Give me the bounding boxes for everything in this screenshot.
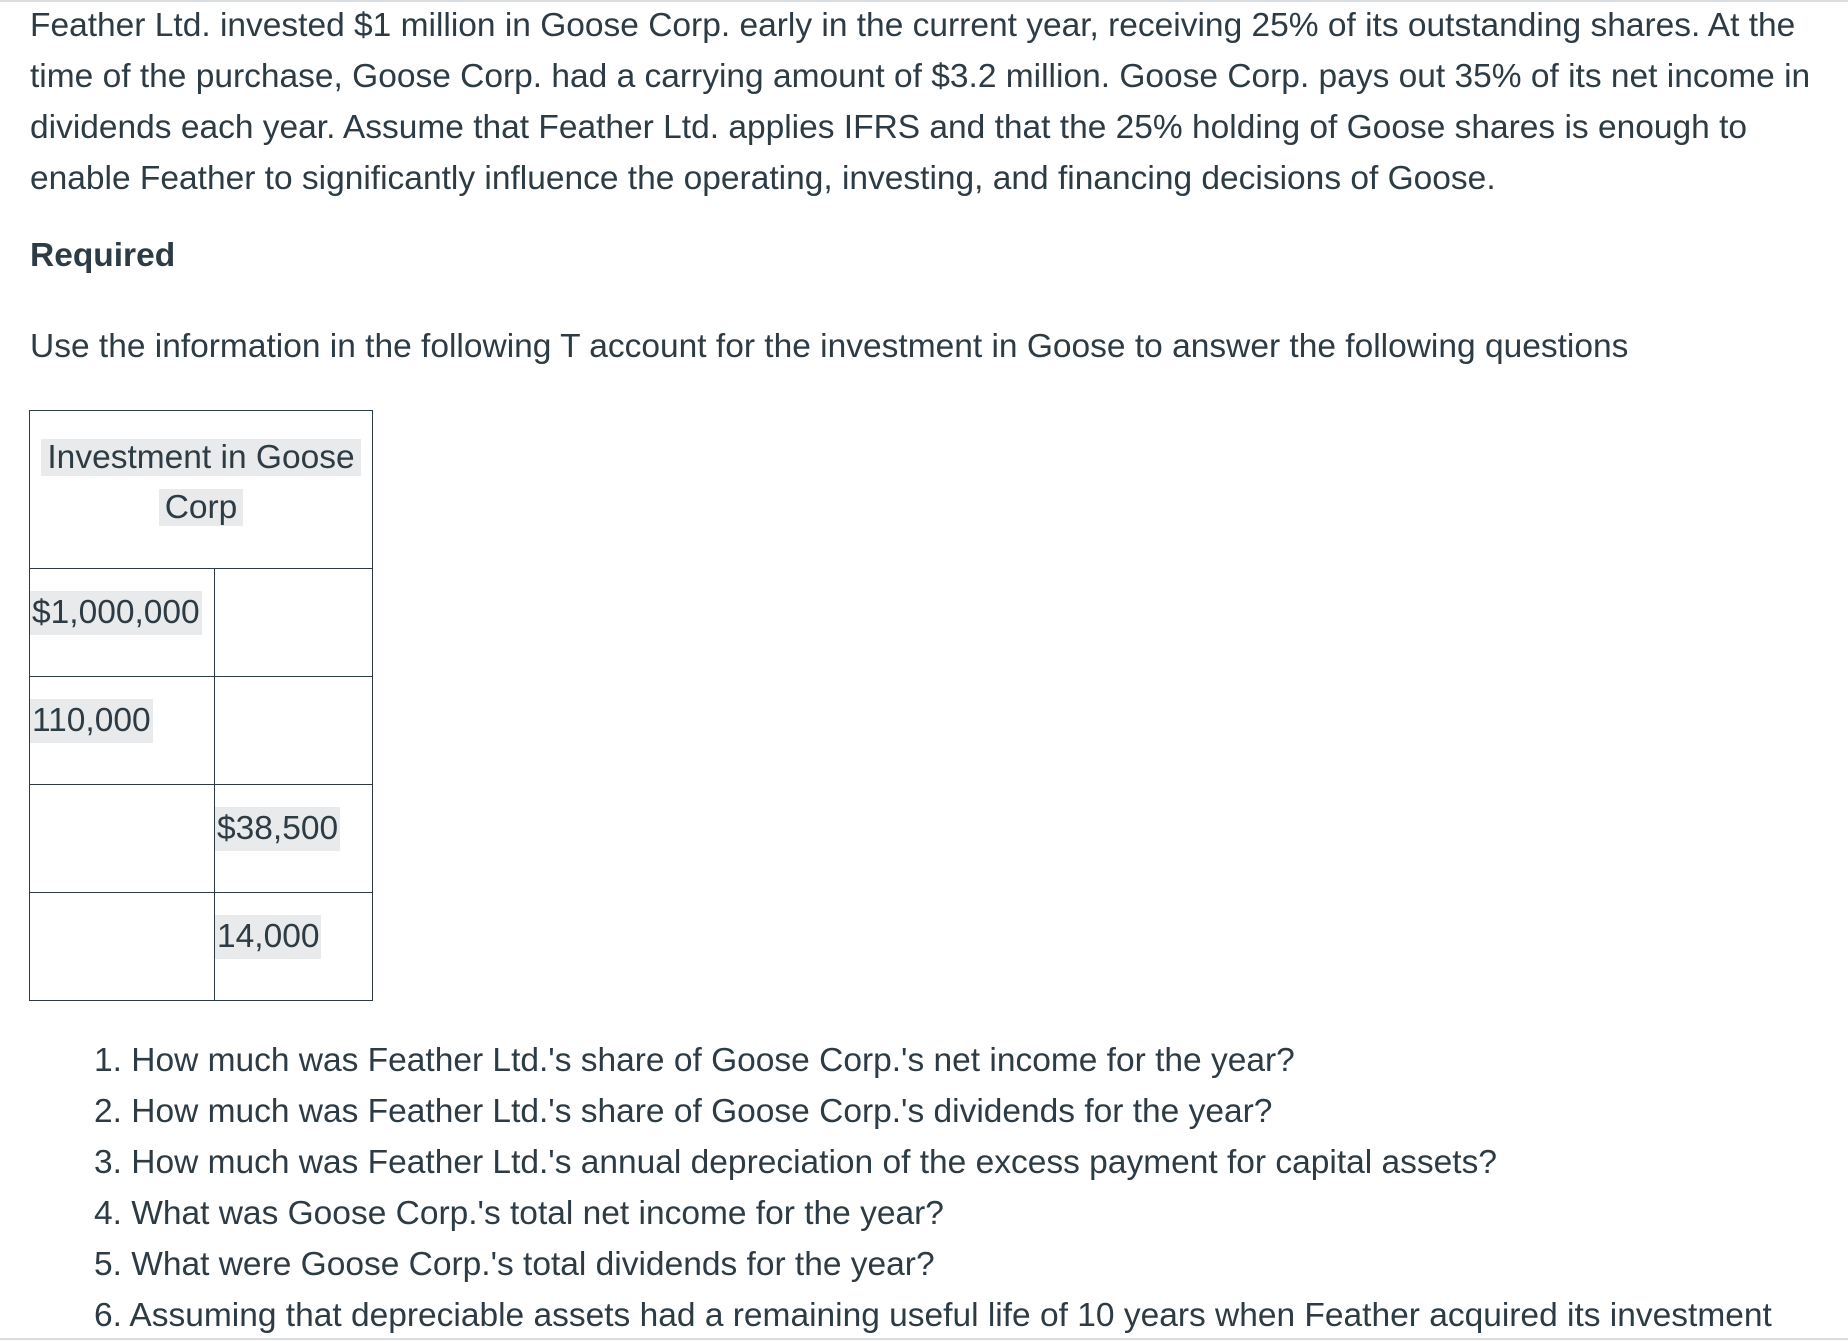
- question-item: 2. How much was Feather Ltd.'s share of Goose Corp.'s dividends for the year?: [94, 1093, 1273, 1130]
- question-item: 1. How much was Feather Ltd.'s share of Goose Corp.'s net income for the year?: [94, 1042, 1295, 1079]
- t-account-row: [30, 893, 373, 1001]
- t-account-table: [29, 410, 373, 1001]
- debit-cell: [30, 569, 215, 677]
- t-account-header: [30, 411, 373, 569]
- question-item: 6. Assuming that depreciable assets had a remaining useful life of 10 years when Feather acquired its investment: [94, 1297, 1772, 1334]
- t-account-row: [30, 785, 373, 893]
- t-account-row: [30, 569, 373, 677]
- credit-value: 14,000: [215, 915, 321, 959]
- question-list: [94, 1035, 1772, 1341]
- debit-value: $1,000,000: [30, 591, 202, 635]
- t-account-row: [30, 677, 373, 785]
- debit-value: 110,000: [30, 699, 153, 743]
- credit-cell: [215, 785, 373, 893]
- debit-cell: [30, 785, 215, 893]
- required-heading: Required: [30, 237, 176, 274]
- problem-intro: Feather Ltd. invested $1 million in Goose Corp. early in the current year, receiving 25% of its outstanding shares. At the time of the purchase, Goose Corp. had a carrying amount of $3.2 million. Goose Corp. pays out 35% of its net income in dividends each year. Assume that Feather Ltd. applies IFRS and that the 25% holding of Goose shares is enough to enable Feather to significantly influence the operating, investing, and financing decisions of Goose.: [30, 7, 1811, 197]
- credit-cell: [215, 569, 373, 677]
- instruction-text: Use the information in the following T account for the investment in Goose to answer the following questions: [30, 328, 1629, 365]
- credit-cell: [215, 677, 373, 785]
- debit-cell: [30, 677, 215, 785]
- credit-cell: [215, 893, 373, 1001]
- question-item: 4. What was Goose Corp.'s total net income for the year?: [94, 1195, 944, 1232]
- credit-value: $38,500: [215, 807, 340, 851]
- t-account-title: Investment in Goose Corp: [41, 439, 360, 526]
- question-item: 5. What were Goose Corp.'s total dividends for the year?: [94, 1246, 935, 1283]
- debit-cell: [30, 893, 215, 1001]
- question-item: 3. How much was Feather Ltd.'s annual depreciation of the excess payment for capital assets?: [94, 1144, 1497, 1181]
